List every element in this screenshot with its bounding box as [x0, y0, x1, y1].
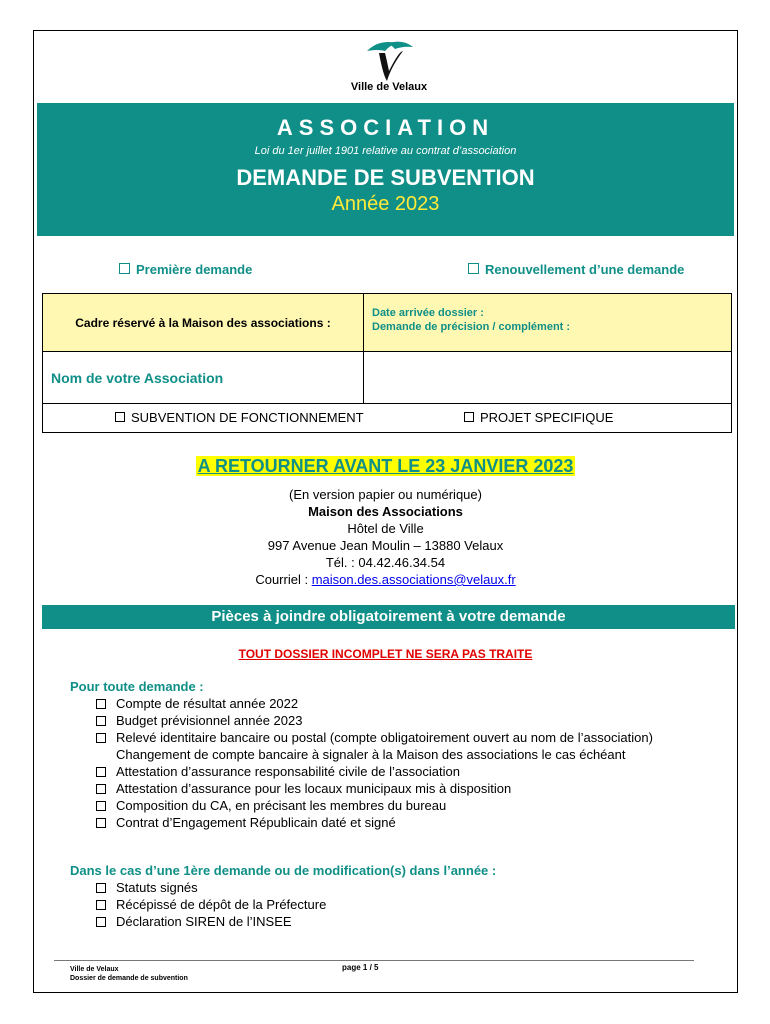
subsidy-type-row [43, 404, 731, 432]
list-item: Attestation d’assurance pour les locaux municipaux mis à disposition [96, 780, 726, 797]
fonctionnement-option[interactable]: SUBVENTION DE FONCTIONNEMENT [115, 410, 364, 425]
city-logo [349, 37, 429, 99]
item-checkbox[interactable] [96, 767, 106, 777]
fonctionnement-checkbox[interactable] [115, 412, 125, 422]
pieces-title-bar: Pièces à joindre obligatoirement à votre demande [42, 605, 735, 629]
list-item: Budget prévisionnel année 2023 [96, 712, 726, 729]
address-block [34, 486, 737, 588]
list-item: Attestation d’assurance responsabilité civile de l’association [96, 763, 726, 780]
incomplete-warning: TOUT DOSSIER INCOMPLET NE SERA PAS TRAITE [238, 647, 533, 661]
precision-label: Demande de précision / complément : [372, 321, 571, 333]
list-item: Statuts signés [96, 879, 726, 896]
phone: Tél. : 04.42.46.34.54 [325, 555, 446, 570]
building: Hôtel de Ville [347, 521, 424, 536]
item-checkbox[interactable] [96, 784, 106, 794]
all-requests-list [96, 695, 726, 831]
item-checkbox[interactable] [96, 818, 106, 828]
association-name-field[interactable] [364, 352, 731, 404]
list-item: Relevé identitaire bancaire ou postal (compte obligatoirement ouvert au nom de l’association) Changement de compte bancaire à signaler à la Maison des associations le cas échéant [96, 729, 726, 763]
document-page [33, 30, 738, 993]
footer-left: Ville de Velaux Dossier de demande de subvention [70, 966, 188, 982]
first-request-list [96, 879, 726, 930]
projet-checkbox[interactable] [464, 412, 474, 422]
list-item: Déclaration SIREN de l’INSEE [96, 913, 726, 930]
item-checkbox[interactable] [96, 716, 106, 726]
format-note: (En version papier ou numérique) [289, 487, 482, 502]
list-item: Composition du CA, en précisant les membres du bureau [96, 797, 726, 814]
renewal-option[interactable]: Renouvellement d’une demande [468, 262, 684, 277]
first-request-option[interactable]: Première demande [119, 262, 252, 277]
item-checkbox[interactable] [96, 733, 106, 743]
list-item: Récépissé de dépôt de la Préfecture [96, 896, 726, 913]
association-name-label: Nom de votre Association [43, 352, 364, 404]
item-checkbox[interactable] [96, 801, 106, 811]
email-link[interactable]: maison.des.associations@velaux.fr [311, 572, 516, 587]
banner-law: Loi du 1er juillet 1901 relative au contrat d’association [254, 145, 517, 157]
item-checkbox[interactable] [96, 699, 106, 709]
banner-title: ASSOCIATION [276, 115, 495, 140]
footer-divider [54, 960, 694, 961]
first-request-checkbox[interactable] [119, 263, 130, 274]
email-line: Courriel : maison.des.associations@velaux.fr [255, 572, 516, 587]
banner-subtitle: DEMANDE DE SUBVENTION [236, 165, 535, 190]
velaux-logo-icon [359, 37, 419, 85]
list-item: Compte de résultat année 2022 [96, 695, 726, 712]
reserved-label: Cadre réservé à la Maison des associations : [43, 294, 364, 352]
reserved-grid [42, 293, 732, 433]
city-name: Ville de Velaux [350, 81, 428, 93]
page-number: page 1 / 5 [342, 963, 379, 972]
date-arrival-label: Date arrivée dossier : [372, 307, 484, 319]
all-requests-heading: Pour toute demande : [70, 679, 204, 694]
item-checkbox[interactable] [96, 900, 106, 910]
renewal-checkbox[interactable] [468, 263, 479, 274]
deadline-heading: A RETOURNER AVANT LE 23 JANVIER 2023 [197, 456, 574, 476]
street: 997 Avenue Jean Moulin – 13880 Velaux [267, 538, 504, 553]
title-banner [37, 103, 734, 236]
first-request-heading: Dans le cas d’une 1ère demande ou de modification(s) dans l’année : [70, 863, 497, 878]
item-checkbox[interactable] [96, 883, 106, 893]
list-item: Contrat d’Engagement Républicain daté et signé [96, 814, 726, 831]
org-name: Maison des Associations [308, 504, 463, 519]
item-checkbox[interactable] [96, 917, 106, 927]
reserved-fields [364, 294, 731, 352]
projet-option[interactable]: PROJET SPECIFIQUE [464, 410, 613, 425]
banner-year: Année 2023 [331, 193, 440, 215]
